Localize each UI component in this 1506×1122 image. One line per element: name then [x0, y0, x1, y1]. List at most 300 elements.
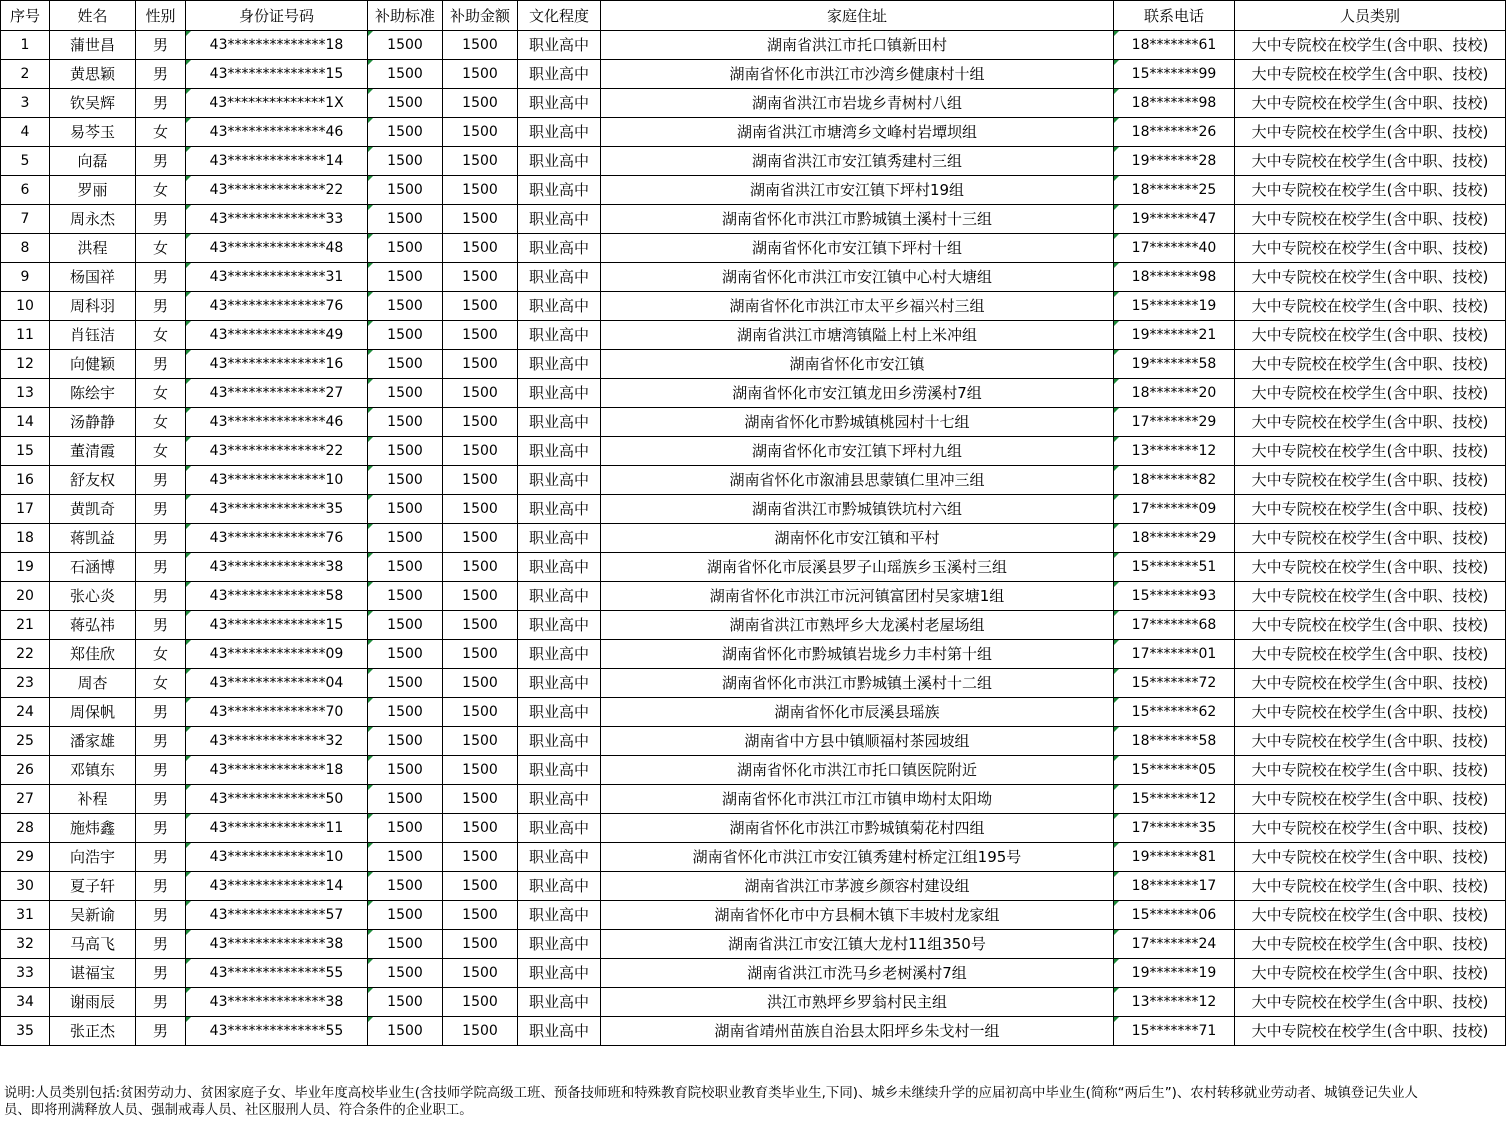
cell-phone: 15*******71 — [1114, 1017, 1235, 1046]
cell-address: 湖南省怀化市洪江市黔城镇土溪村十二组 — [601, 669, 1114, 698]
cell-education: 职业高中 — [518, 959, 601, 988]
cell-name: 向磊 — [50, 147, 136, 176]
cell-address: 湖南省洪江市塘湾乡文峰村岩墰坝组 — [601, 118, 1114, 147]
cell-name: 施炜鑫 — [50, 814, 136, 843]
cell-subsidy-amount: 1500 — [443, 1017, 518, 1046]
cell-subsidy-amount: 1500 — [443, 60, 518, 89]
cell-gender: 男 — [136, 1017, 186, 1046]
cell-address: 湖南省怀化市中方县桐木镇下丰坡村龙家组 — [601, 901, 1114, 930]
cell-name: 向健颖 — [50, 350, 136, 379]
cell-id-number: 43**************38 — [186, 930, 368, 959]
cell-address: 湖南省怀化市安江镇下坪村九组 — [601, 437, 1114, 466]
cell-subsidy-amount: 1500 — [443, 147, 518, 176]
cell-id-number: 43**************15 — [186, 611, 368, 640]
cell-name: 钦吴辉 — [50, 89, 136, 118]
cell-phone: 13*******12 — [1114, 437, 1235, 466]
cell-id-number: 43**************35 — [186, 495, 368, 524]
cell-id-number: 43**************46 — [186, 118, 368, 147]
table-row — [1, 408, 1506, 437]
cell-phone: 17*******29 — [1114, 408, 1235, 437]
cell-education: 职业高中 — [518, 263, 601, 292]
cell-category: 大中专院校在校学生(含中职、技校) — [1235, 176, 1506, 205]
cell-education: 职业高中 — [518, 495, 601, 524]
cell-address: 湖南省洪江市托口镇新田村 — [601, 31, 1114, 60]
cell-phone: 19*******28 — [1114, 147, 1235, 176]
header-name: 姓名 — [50, 1, 136, 31]
table-row — [1, 263, 1506, 292]
cell-id-number: 43**************33 — [186, 205, 368, 234]
table-row — [1, 292, 1506, 321]
cell-name: 蒋凯益 — [50, 524, 136, 553]
cell-education: 职业高中 — [518, 1017, 601, 1046]
table-row — [1, 582, 1506, 611]
cell-category: 大中专院校在校学生(含中职、技校) — [1235, 611, 1506, 640]
cell-category: 大中专院校在校学生(含中职、技校) — [1235, 785, 1506, 814]
cell-address: 湖南省怀化市洪江市黔城镇菊花村四组 — [601, 814, 1114, 843]
cell-education: 职业高中 — [518, 756, 601, 785]
cell-seq: 22 — [1, 640, 50, 669]
cell-seq: 34 — [1, 988, 50, 1017]
cell-subsidy-standard: 1500 — [368, 785, 443, 814]
cell-category: 大中专院校在校学生(含中职、技校) — [1235, 930, 1506, 959]
cell-phone: 13*******12 — [1114, 988, 1235, 1017]
cell-seq: 5 — [1, 147, 50, 176]
cell-subsidy-standard: 1500 — [368, 582, 443, 611]
cell-address: 湖南省怀化市洪江市黔城镇土溪村十三组 — [601, 205, 1114, 234]
cell-subsidy-amount: 1500 — [443, 582, 518, 611]
cell-gender: 女 — [136, 321, 186, 350]
cell-seq: 7 — [1, 205, 50, 234]
cell-address: 湖南省洪江市安江镇秀建村三组 — [601, 147, 1114, 176]
cell-address: 湖南省怀化市黔城镇岩垅乡力丰村第十组 — [601, 640, 1114, 669]
cell-category: 大中专院校在校学生(含中职、技校) — [1235, 495, 1506, 524]
cell-name: 黄凯奇 — [50, 495, 136, 524]
cell-gender: 女 — [136, 176, 186, 205]
table-row — [1, 495, 1506, 524]
cell-subsidy-standard: 1500 — [368, 379, 443, 408]
table-row — [1, 321, 1506, 350]
cell-id-number: 43**************18 — [186, 31, 368, 60]
cell-phone: 18*******26 — [1114, 118, 1235, 147]
cell-name: 谢雨辰 — [50, 988, 136, 1017]
cell-id-number: 43**************55 — [186, 959, 368, 988]
cell-subsidy-amount: 1500 — [443, 437, 518, 466]
table-row — [1, 379, 1506, 408]
cell-category: 大中专院校在校学生(含中职、技校) — [1235, 147, 1506, 176]
cell-education: 职业高中 — [518, 350, 601, 379]
cell-id-number: 43**************70 — [186, 698, 368, 727]
cell-subsidy-amount: 1500 — [443, 640, 518, 669]
cell-category: 大中专院校在校学生(含中职、技校) — [1235, 872, 1506, 901]
cell-category: 大中专院校在校学生(含中职、技校) — [1235, 698, 1506, 727]
cell-subsidy-standard: 1500 — [368, 147, 443, 176]
cell-gender: 男 — [136, 31, 186, 60]
cell-subsidy-amount: 1500 — [443, 843, 518, 872]
cell-education: 职业高中 — [518, 60, 601, 89]
cell-education: 职业高中 — [518, 176, 601, 205]
cell-subsidy-standard: 1500 — [368, 524, 443, 553]
cell-phone: 18*******98 — [1114, 89, 1235, 118]
cell-gender: 男 — [136, 901, 186, 930]
cell-id-number: 43**************27 — [186, 379, 368, 408]
cell-subsidy-amount: 1500 — [443, 176, 518, 205]
cell-address: 湖南省靖州苗族自治县太阳坪乡朱戈村一组 — [601, 1017, 1114, 1046]
cell-gender: 男 — [136, 205, 186, 234]
cell-subsidy-amount: 1500 — [443, 988, 518, 1017]
cell-address: 湖南省怀化市洪江市江市镇申坳村太阳坳 — [601, 785, 1114, 814]
cell-education: 职业高中 — [518, 698, 601, 727]
cell-gender: 女 — [136, 640, 186, 669]
cell-address: 湖南省怀化市洪江市沅河镇富团村吴家塘1组 — [601, 582, 1114, 611]
cell-subsidy-amount: 1500 — [443, 785, 518, 814]
cell-category: 大中专院校在校学生(含中职、技校) — [1235, 292, 1506, 321]
header-gender: 性别 — [136, 1, 186, 31]
cell-phone: 18*******58 — [1114, 727, 1235, 756]
cell-id-number: 43**************31 — [186, 263, 368, 292]
cell-phone: 15*******62 — [1114, 698, 1235, 727]
cell-education: 职业高中 — [518, 785, 601, 814]
cell-gender: 男 — [136, 292, 186, 321]
cell-subsidy-standard: 1500 — [368, 698, 443, 727]
cell-address: 湖南省怀化市洪江市太平乡福兴村三组 — [601, 292, 1114, 321]
cell-name: 周杏 — [50, 669, 136, 698]
cell-name: 周保帆 — [50, 698, 136, 727]
cell-gender: 女 — [136, 437, 186, 466]
cell-subsidy-standard: 1500 — [368, 350, 443, 379]
cell-id-number: 43**************18 — [186, 756, 368, 785]
cell-name: 黄思颖 — [50, 60, 136, 89]
cell-id-number: 43**************46 — [186, 408, 368, 437]
cell-phone: 18*******98 — [1114, 263, 1235, 292]
cell-phone: 17*******01 — [1114, 640, 1235, 669]
cell-subsidy-standard: 1500 — [368, 466, 443, 495]
cell-name: 董清霞 — [50, 437, 136, 466]
cell-education: 职业高中 — [518, 988, 601, 1017]
cell-name: 蒲世昌 — [50, 31, 136, 60]
cell-address: 湖南省洪江市岩垅乡青树村八组 — [601, 89, 1114, 118]
cell-category: 大中专院校在校学生(含中职、技校) — [1235, 437, 1506, 466]
table-row — [1, 60, 1506, 89]
cell-seq: 2 — [1, 60, 50, 89]
header-seq: 序号 — [1, 1, 50, 31]
cell-phone: 17*******24 — [1114, 930, 1235, 959]
cell-address: 湖南省怀化市洪江市沙湾乡健康村十组 — [601, 60, 1114, 89]
table-row — [1, 872, 1506, 901]
cell-address: 湖南省怀化市安江镇 — [601, 350, 1114, 379]
cell-gender: 男 — [136, 872, 186, 901]
table-row — [1, 437, 1506, 466]
cell-phone: 18*******17 — [1114, 872, 1235, 901]
cell-seq: 17 — [1, 495, 50, 524]
cell-education: 职业高中 — [518, 205, 601, 234]
cell-category: 大中专院校在校学生(含中职、技校) — [1235, 118, 1506, 147]
cell-gender: 男 — [136, 350, 186, 379]
cell-category: 大中专院校在校学生(含中职、技校) — [1235, 988, 1506, 1017]
cell-education: 职业高中 — [518, 89, 601, 118]
table-row — [1, 466, 1506, 495]
cell-subsidy-standard: 1500 — [368, 234, 443, 263]
header-education: 文化程度 — [518, 1, 601, 31]
cell-name: 谌福宝 — [50, 959, 136, 988]
cell-name: 吴新谕 — [50, 901, 136, 930]
cell-education: 职业高中 — [518, 524, 601, 553]
cell-id-number: 43**************10 — [186, 843, 368, 872]
cell-name: 杨国祥 — [50, 263, 136, 292]
cell-phone: 17*******40 — [1114, 234, 1235, 263]
cell-category: 大中专院校在校学生(含中职、技校) — [1235, 321, 1506, 350]
cell-subsidy-amount: 1500 — [443, 698, 518, 727]
cell-education: 职业高中 — [518, 901, 601, 930]
cell-subsidy-amount: 1500 — [443, 959, 518, 988]
cell-subsidy-standard: 1500 — [368, 843, 443, 872]
cell-education: 职业高中 — [518, 147, 601, 176]
cell-address: 洪江市熟坪乡罗翁村民主组 — [601, 988, 1114, 1017]
cell-category: 大中专院校在校学生(含中职、技校) — [1235, 408, 1506, 437]
cell-subsidy-standard: 1500 — [368, 611, 443, 640]
cell-subsidy-amount: 1500 — [443, 727, 518, 756]
cell-seq: 13 — [1, 379, 50, 408]
cell-seq: 26 — [1, 756, 50, 785]
cell-seq: 16 — [1, 466, 50, 495]
cell-seq: 31 — [1, 901, 50, 930]
cell-education: 职业高中 — [518, 727, 601, 756]
cell-phone: 15*******93 — [1114, 582, 1235, 611]
cell-gender: 男 — [136, 785, 186, 814]
cell-subsidy-amount: 1500 — [443, 350, 518, 379]
cell-subsidy-amount: 1500 — [443, 553, 518, 582]
cell-phone: 18*******29 — [1114, 524, 1235, 553]
cell-category: 大中专院校在校学生(含中职、技校) — [1235, 727, 1506, 756]
cell-seq: 3 — [1, 89, 50, 118]
cell-education: 职业高中 — [518, 437, 601, 466]
cell-address: 湖南省怀化市安江镇龙田乡涝溪村7组 — [601, 379, 1114, 408]
cell-subsidy-standard: 1500 — [368, 118, 443, 147]
cell-phone: 19*******19 — [1114, 959, 1235, 988]
cell-subsidy-standard: 1500 — [368, 756, 443, 785]
cell-subsidy-standard: 1500 — [368, 669, 443, 698]
cell-education: 职业高中 — [518, 582, 601, 611]
cell-gender: 女 — [136, 408, 186, 437]
table-row — [1, 89, 1506, 118]
table-row — [1, 843, 1506, 872]
cell-subsidy-standard: 1500 — [368, 1017, 443, 1046]
cell-address: 湖南省怀化市辰溪县瑶族 — [601, 698, 1114, 727]
cell-subsidy-amount: 1500 — [443, 814, 518, 843]
table-row — [1, 959, 1506, 988]
cell-gender: 男 — [136, 756, 186, 785]
cell-name: 潘家雄 — [50, 727, 136, 756]
cell-subsidy-standard: 1500 — [368, 292, 443, 321]
cell-phone: 15*******06 — [1114, 901, 1235, 930]
table-row — [1, 1017, 1506, 1046]
cell-category: 大中专院校在校学生(含中职、技校) — [1235, 669, 1506, 698]
cell-category: 大中专院校在校学生(含中职、技校) — [1235, 60, 1506, 89]
cell-gender: 男 — [136, 959, 186, 988]
header-subsidy-standard: 补助标准 — [368, 1, 443, 31]
cell-subsidy-amount: 1500 — [443, 756, 518, 785]
cell-gender: 女 — [136, 234, 186, 263]
cell-address: 湖南省洪江市安江镇下坪村19组 — [601, 176, 1114, 205]
cell-subsidy-amount: 1500 — [443, 89, 518, 118]
cell-name: 邓镇东 — [50, 756, 136, 785]
cell-category: 大中专院校在校学生(含中职、技校) — [1235, 901, 1506, 930]
cell-address: 湖南省怀化市黔城镇桃园村十七组 — [601, 408, 1114, 437]
cell-name: 周科羽 — [50, 292, 136, 321]
cell-subsidy-amount: 1500 — [443, 872, 518, 901]
cell-subsidy-standard: 1500 — [368, 263, 443, 292]
cell-education: 职业高中 — [518, 321, 601, 350]
cell-subsidy-standard: 1500 — [368, 176, 443, 205]
cell-seq: 14 — [1, 408, 50, 437]
cell-gender: 男 — [136, 89, 186, 118]
cell-education: 职业高中 — [518, 31, 601, 60]
cell-gender: 女 — [136, 669, 186, 698]
cell-seq: 12 — [1, 350, 50, 379]
cell-category: 大中专院校在校学生(含中职、技校) — [1235, 582, 1506, 611]
cell-gender: 男 — [136, 843, 186, 872]
cell-name: 陈绘宇 — [50, 379, 136, 408]
cell-id-number: 43**************16 — [186, 350, 368, 379]
cell-subsidy-standard: 1500 — [368, 408, 443, 437]
cell-subsidy-standard: 1500 — [368, 930, 443, 959]
cell-address: 湖南省洪江市熟坪乡大龙溪村老屋场组 — [601, 611, 1114, 640]
cell-gender: 男 — [136, 727, 186, 756]
cell-name: 张心炎 — [50, 582, 136, 611]
cell-education: 职业高中 — [518, 379, 601, 408]
table-row — [1, 118, 1506, 147]
cell-subsidy-standard: 1500 — [368, 205, 443, 234]
header-row — [1, 1, 1506, 31]
table-row — [1, 524, 1506, 553]
cell-category: 大中专院校在校学生(含中职、技校) — [1235, 205, 1506, 234]
cell-seq: 10 — [1, 292, 50, 321]
cell-subsidy-standard: 1500 — [368, 727, 443, 756]
cell-address: 湖南省怀化市洪江市托口镇医院附近 — [601, 756, 1114, 785]
cell-category: 大中专院校在校学生(含中职、技校) — [1235, 756, 1506, 785]
cell-address: 湖南省洪江市黔城镇铁坑村六组 — [601, 495, 1114, 524]
cell-seq: 6 — [1, 176, 50, 205]
cell-phone: 17*******68 — [1114, 611, 1235, 640]
cell-phone: 15*******72 — [1114, 669, 1235, 698]
cell-subsidy-amount: 1500 — [443, 118, 518, 147]
header-address: 家庭住址 — [601, 1, 1114, 31]
cell-name: 蒋弘祎 — [50, 611, 136, 640]
cell-id-number: 43**************57 — [186, 901, 368, 930]
cell-seq: 20 — [1, 582, 50, 611]
header-category: 人员类别 — [1235, 1, 1506, 31]
cell-gender: 男 — [136, 553, 186, 582]
cell-category: 大中专院校在校学生(含中职、技校) — [1235, 553, 1506, 582]
cell-subsidy-standard: 1500 — [368, 60, 443, 89]
cell-name: 罗丽 — [50, 176, 136, 205]
cell-subsidy-standard: 1500 — [368, 437, 443, 466]
cell-education: 职业高中 — [518, 466, 601, 495]
table-row — [1, 756, 1506, 785]
cell-seq: 27 — [1, 785, 50, 814]
table-row — [1, 727, 1506, 756]
cell-education: 职业高中 — [518, 814, 601, 843]
cell-education: 职业高中 — [518, 234, 601, 263]
cell-subsidy-standard: 1500 — [368, 640, 443, 669]
cell-subsidy-amount: 1500 — [443, 669, 518, 698]
cell-seq: 32 — [1, 930, 50, 959]
cell-subsidy-standard: 1500 — [368, 901, 443, 930]
cell-id-number: 43**************22 — [186, 176, 368, 205]
cell-seq: 11 — [1, 321, 50, 350]
cell-seq: 29 — [1, 843, 50, 872]
cell-subsidy-amount: 1500 — [443, 524, 518, 553]
table-row — [1, 814, 1506, 843]
cell-subsidy-standard: 1500 — [368, 872, 443, 901]
cell-id-number: 43**************58 — [186, 582, 368, 611]
cell-name: 舒友权 — [50, 466, 136, 495]
cell-subsidy-amount: 1500 — [443, 611, 518, 640]
cell-gender: 男 — [136, 263, 186, 292]
cell-id-number: 43**************76 — [186, 292, 368, 321]
cell-subsidy-amount: 1500 — [443, 31, 518, 60]
cell-phone: 19*******81 — [1114, 843, 1235, 872]
cell-name: 石涵博 — [50, 553, 136, 582]
cell-name: 汤静静 — [50, 408, 136, 437]
cell-address: 湖南省洪江市茅渡乡颜容村建设组 — [601, 872, 1114, 901]
cell-seq: 1 — [1, 31, 50, 60]
cell-phone: 15*******51 — [1114, 553, 1235, 582]
cell-name: 周永杰 — [50, 205, 136, 234]
header-phone: 联系电话 — [1114, 1, 1235, 31]
cell-education: 职业高中 — [518, 843, 601, 872]
cell-education: 职业高中 — [518, 611, 601, 640]
cell-address: 湖南省怀化市洪江市安江镇秀建村桥定江组195号 — [601, 843, 1114, 872]
cell-seq: 25 — [1, 727, 50, 756]
cell-category: 大中专院校在校学生(含中职、技校) — [1235, 263, 1506, 292]
cell-gender: 男 — [136, 988, 186, 1017]
cell-phone: 18*******82 — [1114, 466, 1235, 495]
table-row — [1, 640, 1506, 669]
cell-id-number: 43**************76 — [186, 524, 368, 553]
cell-id-number: 43**************14 — [186, 147, 368, 176]
cell-address: 湖南怀化市安江镇和平村 — [601, 524, 1114, 553]
cell-education: 职业高中 — [518, 292, 601, 321]
cell-gender: 男 — [136, 814, 186, 843]
cell-seq: 15 — [1, 437, 50, 466]
cell-seq: 35 — [1, 1017, 50, 1046]
cell-seq: 28 — [1, 814, 50, 843]
cell-id-number: 43**************10 — [186, 466, 368, 495]
cell-gender: 男 — [136, 524, 186, 553]
cell-seq: 24 — [1, 698, 50, 727]
table-row — [1, 205, 1506, 234]
cell-phone: 18*******20 — [1114, 379, 1235, 408]
cell-name: 向浩宇 — [50, 843, 136, 872]
table-row — [1, 669, 1506, 698]
cell-category: 大中专院校在校学生(含中职、技校) — [1235, 814, 1506, 843]
cell-phone: 15*******99 — [1114, 60, 1235, 89]
cell-id-number: 43**************32 — [186, 727, 368, 756]
cell-subsidy-standard: 1500 — [368, 31, 443, 60]
cell-education: 职业高中 — [518, 408, 601, 437]
cell-education: 职业高中 — [518, 930, 601, 959]
cell-subsidy-amount: 1500 — [443, 263, 518, 292]
cell-gender: 男 — [136, 698, 186, 727]
cell-subsidy-amount: 1500 — [443, 205, 518, 234]
table-row — [1, 698, 1506, 727]
cell-seq: 18 — [1, 524, 50, 553]
cell-gender: 女 — [136, 379, 186, 408]
table-row — [1, 785, 1506, 814]
cell-name: 郑佳欣 — [50, 640, 136, 669]
cell-subsidy-standard: 1500 — [368, 495, 443, 524]
cell-name: 马高飞 — [50, 930, 136, 959]
